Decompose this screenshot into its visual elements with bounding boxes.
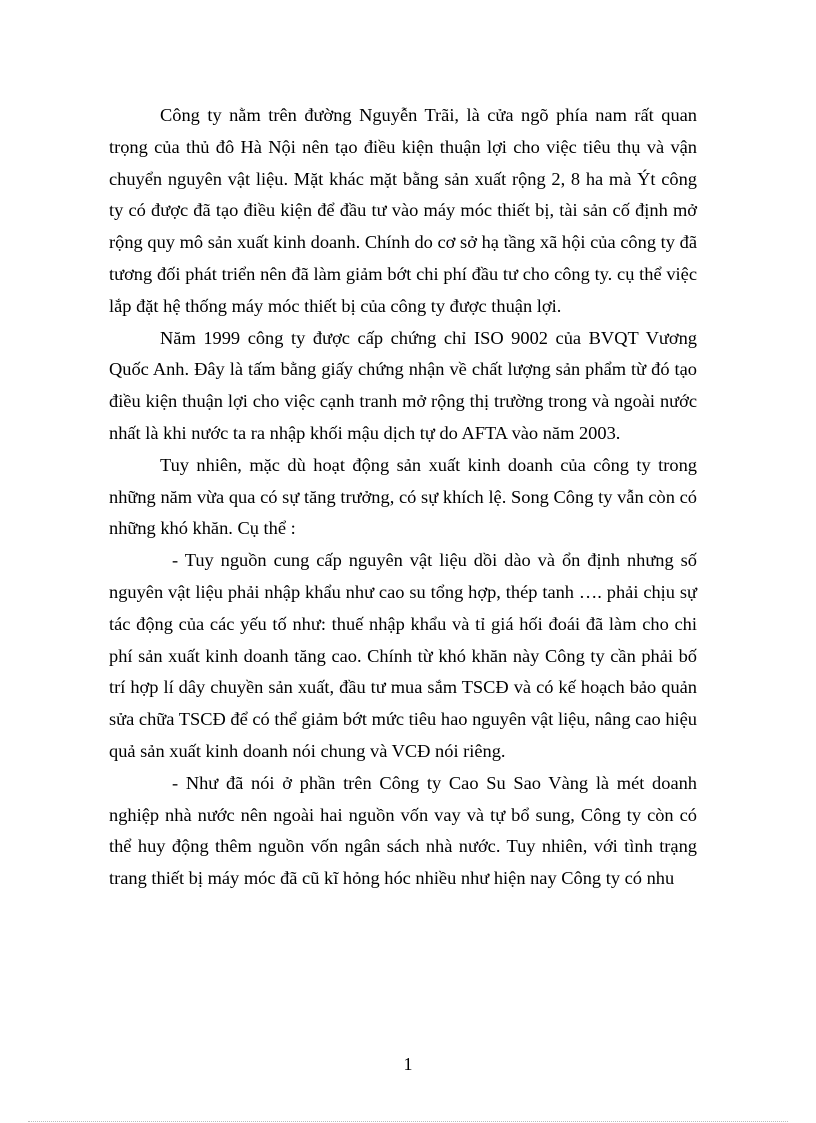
paragraph-iso-certification: Năm 1999 công ty được cấp chứng chỉ ISO 9002 của BVQT Vương Quốc Anh. Đây là tấm bằng giấy chứng nhận về chất lượng sản phẩm từ đó tạo điều kiện thuận lợi cho việc cạnh tranh mở rộng thị trường trong và ngoài nước nhất là khi nước ta ra nhập khối mậu dịch tự do AFTA vào năm 2003.	[109, 327, 697, 443]
body-text	[109, 100, 697, 895]
paragraph-location: Công ty nằm trên đường Nguyễn Trãi, là cửa ngõ phía nam rất quan trọng của thủ đô Hà Nội nên tạo điều kiện thuận lợi cho việc tiêu thụ và vận chuyển nguyên vật liệu. Mặt khác mặt bằng sản xuất rộng 2, 8 ha mà Ýt công ty có được đã tạo điều kiện để đầu tư vào máy móc thiết bị, tài sản cố định mở rộng quy mô sản xuất kinh doanh. Chính do cơ sở hạ tầng xã hội của công ty đã tương đối phát triển nên đã làm giảm bớt chi phí đầu tư cho công ty. cụ thể việc lắp đặt hệ thống máy móc thiết bị của công ty được thuận lợi.	[109, 105, 697, 316]
paragraph-difficulties-intro: Tuy nhiên, mặc dù hoạt động sản xuất kinh doanh của công ty trong những năm vừa qua có sự tăng trưởng, có sự khích lệ. Song Công ty vẫn còn có những khó khăn. Cụ thể :	[109, 454, 697, 539]
page-number: 1	[403, 1054, 413, 1074]
paragraph-difficulty-materials: - Tuy nguồn cung cấp nguyên vật liệu dồi dào và ổn định nhưng số nguyên vật liệu phải nhập khẩu như cao su tổng hợp, thép tanh …. phải chịu sự tác động của các yếu tố như: thuế nhập khẩu và tỉ giá hối đoái đã làm cho chi phí sản xuất kinh doanh tăng cao. Chính từ khó khăn này Công ty cần phải bố trí hợp lí dây chuyền sản xuất, đầu tư mua sắm TSCĐ và có kế hoạch bảo quản sửa chữa TSCĐ để có thể giảm bớt mức tiêu hao nguyên vật liệu, nâng cao hiệu quả sản xuất kinh doanh nói chung và VCĐ nói riêng.	[109, 550, 697, 761]
paragraph-difficulty-capital: - Như đã nói ở phần trên Công ty Cao Su Sao Vàng là mét doanh nghiệp nhà nước nên ngoài hai nguồn vốn vay và tự bổ sung, Công ty còn có thể huy động thêm nguồn vốn ngân sách nhà nước. Tuy nhiên, với tình trạng trang thiết bị máy móc đã cũ kĩ hỏng hóc nhiều như hiện nay Công ty có nhu	[109, 772, 697, 889]
page-bottom-divider	[28, 1121, 788, 1122]
